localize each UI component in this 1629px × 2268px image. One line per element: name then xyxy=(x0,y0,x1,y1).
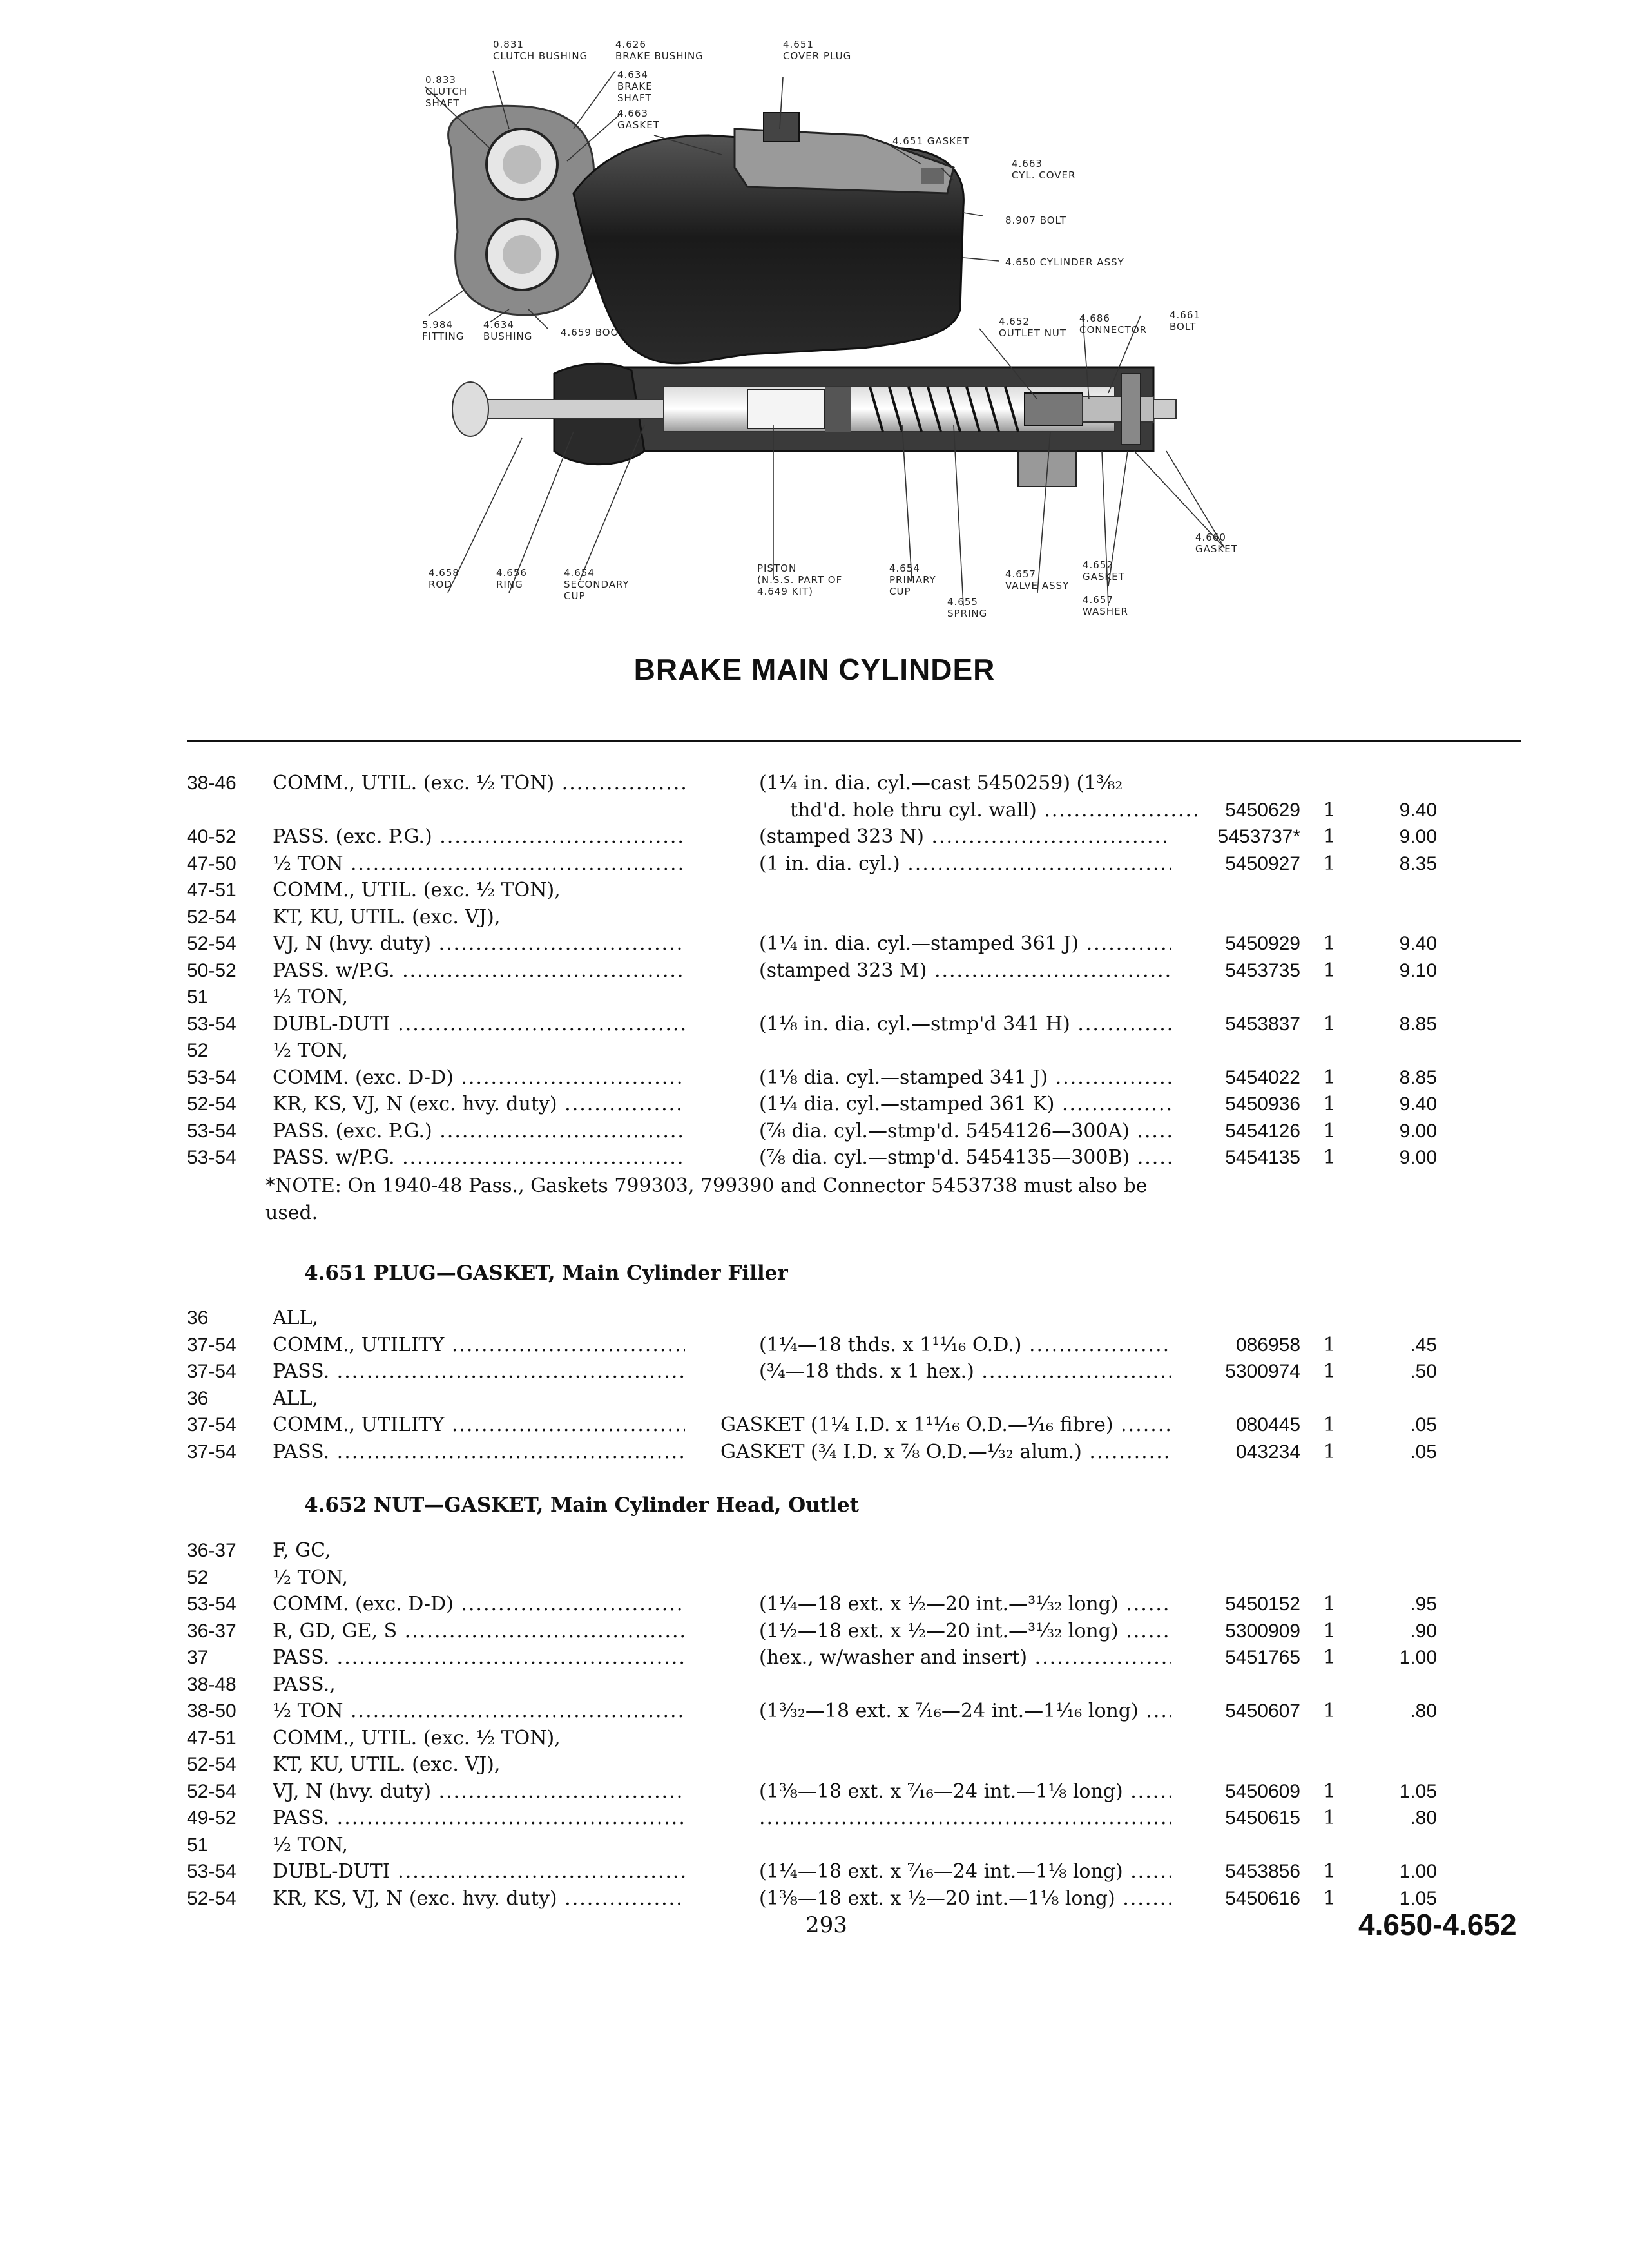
price: 9.10 xyxy=(1399,959,1437,981)
part-description: (stamped 323 M) ..... xyxy=(759,957,1171,985)
year-range: 51 xyxy=(187,1834,209,1856)
callout-4663-cover: 4.663 CYL. COVER xyxy=(1012,158,1076,181)
quantity: 1 xyxy=(1323,932,1336,955)
parts-row xyxy=(0,850,1629,878)
parts-row xyxy=(0,1439,1629,1466)
part-number: 5450616 xyxy=(1225,1887,1300,1909)
model-name: PASS. ..... xyxy=(273,1358,685,1385)
parts-row xyxy=(0,1305,1629,1332)
part-number: 5454135 xyxy=(1225,1147,1300,1168)
quantity: 1 xyxy=(1323,798,1336,822)
part-number: 5450629 xyxy=(1225,799,1300,821)
price: 8.35 xyxy=(1399,852,1437,874)
parts-row xyxy=(0,1618,1629,1645)
callout-4686: 4.686 CONNECTOR xyxy=(1079,312,1148,336)
model-name: ½ TON, xyxy=(273,1833,349,1856)
model-name: ½ TON, xyxy=(273,986,349,1008)
price: 9.40 xyxy=(1399,1093,1437,1115)
model-name: R, GD, GE, S ..... xyxy=(273,1618,685,1645)
part-number: 5450152 xyxy=(1225,1593,1300,1615)
callout-4652-gasket: 4.652 GASKET xyxy=(1083,559,1125,582)
part-description: (⅞ dia. cyl.—stmp'd. 5454135—300B) ..... xyxy=(759,1144,1171,1171)
part-number: 5450609 xyxy=(1225,1780,1300,1802)
model-name: PASS. ..... xyxy=(273,1439,685,1466)
page-reference: 4.650-4.652 xyxy=(1358,1908,1517,1941)
price: 1.05 xyxy=(1399,1887,1437,1909)
parts-row xyxy=(0,797,1629,824)
quantity: 1 xyxy=(1323,825,1336,848)
brake-main-cylinder-illustration xyxy=(361,39,1302,644)
model-name: PASS. w/P.G. ..... xyxy=(273,957,685,985)
year-range: 49-52 xyxy=(187,1807,236,1829)
year-range: 53-54 xyxy=(187,1861,236,1882)
model-name: COMM., UTIL. (exc. ½ TON), xyxy=(273,1726,561,1749)
price: .90 xyxy=(1410,1620,1437,1642)
model-name: COMM., UTILITY ..... xyxy=(273,1412,685,1439)
part-description: (1¼—18 ext. x ½—20 int.—³¹⁄₃₂ long) ..... xyxy=(759,1591,1171,1618)
section-divider xyxy=(187,740,1521,742)
callout-4659-boot: 4.659 BOOT xyxy=(561,327,626,338)
parts-row xyxy=(0,1064,1629,1091)
figure-title: BRAKE MAIN CYLINDER xyxy=(633,653,996,686)
model-name: PASS. ..... xyxy=(273,1805,685,1832)
part-description: GASKET (1¼ I.D. x 1¹¹⁄₁₆ O.D.—¹⁄₁₆ fibre) ..... xyxy=(720,1412,1171,1439)
year-range: 40-52 xyxy=(187,826,236,847)
model-name: COMM., UTILITY ..... xyxy=(273,1332,685,1359)
part-number: 5453837 xyxy=(1225,1013,1300,1035)
year-range: 52-54 xyxy=(187,906,236,928)
part-description: (hex., w/washer and insert) ..... xyxy=(759,1644,1171,1671)
part-description: thd'd. hole thru cyl. wall) ..... xyxy=(759,797,1202,824)
year-range: 52-54 xyxy=(187,1887,236,1909)
year-range: 37-54 xyxy=(187,1441,236,1463)
year-range: 52-54 xyxy=(187,933,236,954)
model-name: COMM., UTIL. (exc. ½ TON) ..... xyxy=(273,770,685,797)
callout-4651-gasket: 4.651 GASKET xyxy=(892,135,970,147)
part-number: 086958 xyxy=(1235,1334,1300,1356)
callout-4654-primary: 4.654 PRIMARY CUP xyxy=(889,562,936,597)
main-cylinder-table xyxy=(0,770,1629,1171)
parts-row xyxy=(0,1144,1629,1171)
parts-row xyxy=(0,1698,1629,1725)
price: .05 xyxy=(1410,1414,1437,1436)
part-description: (1¼—18 thds. x 1¹¹⁄₁₆ O.D.) ..... xyxy=(759,1332,1171,1359)
model-name: PASS. (exc. P.G.) ..... xyxy=(273,1118,685,1145)
quantity: 1 xyxy=(1323,1887,1336,1910)
model-name: VJ, N (hvy. duty) ..... xyxy=(273,1778,685,1805)
quantity: 1 xyxy=(1323,1619,1336,1642)
part-number: 5453856 xyxy=(1225,1861,1300,1882)
callout-4634-shaft: 4.634 BRAKE SHAFT xyxy=(617,69,653,104)
callout-5984: 5.984 FITTING xyxy=(422,319,465,342)
year-range: 52 xyxy=(187,1040,209,1061)
part-description: (stamped 323 N) ..... xyxy=(759,823,1171,850)
model-name: VJ, N (hvy. duty) ..... xyxy=(273,930,685,957)
year-range: 37-54 xyxy=(187,1361,236,1382)
part-description: (1½—18 ext. x ½—20 int.—³¹⁄₃₂ long) ..... xyxy=(759,1618,1171,1645)
part-description: (¾—18 thds. x 1 hex.) ..... xyxy=(759,1358,1171,1385)
quantity: 1 xyxy=(1323,1333,1336,1356)
callout-4652-nut: 4.652 OUTLET NUT xyxy=(999,316,1067,339)
parts-row xyxy=(0,1644,1629,1671)
price: .05 xyxy=(1410,1441,1437,1463)
model-name: DUBL-DUTI ..... xyxy=(273,1858,685,1885)
parts-row xyxy=(0,1385,1629,1412)
parts-row xyxy=(0,1805,1629,1832)
model-name: ½ TON, xyxy=(273,1039,349,1062)
part-description: (1³⁄₃₂—18 ext. x ⁷⁄₁₆—24 int.—1¹⁄₁₆ long) ..... xyxy=(759,1698,1171,1725)
parts-row xyxy=(0,1725,1629,1752)
model-name: PASS. w/P.G. ..... xyxy=(273,1144,685,1171)
year-range: 51 xyxy=(187,986,209,1008)
callout-4658: 4.658 ROD xyxy=(429,567,459,590)
year-range: 37 xyxy=(187,1647,209,1668)
callout-4650-cylinder: 4.650 CYLINDER ASSY xyxy=(1005,256,1124,268)
year-range: 36-37 xyxy=(187,1620,236,1642)
callout-0833: 0.833 CLUTCH SHAFT xyxy=(425,74,468,109)
year-range: 36 xyxy=(187,1387,209,1409)
parts-row xyxy=(0,770,1629,797)
part-description: GASKET (¾ I.D. x ⅞ O.D.—¹⁄₃₂ alum.) ..... xyxy=(720,1439,1171,1466)
price: .50 xyxy=(1410,1361,1437,1382)
model-name: KR, KS, VJ, N (exc. hvy. duty) ..... xyxy=(273,1885,685,1912)
parts-row xyxy=(0,904,1629,931)
nut-gasket-table xyxy=(0,1537,1629,1912)
price: .80 xyxy=(1410,1807,1437,1829)
part-description: (1¼ dia. cyl.—stamped 361 K) ..... xyxy=(759,1091,1171,1118)
year-range: 52-54 xyxy=(187,1754,236,1775)
part-number: 5450936 xyxy=(1225,1093,1300,1115)
model-name: ½ TON ..... xyxy=(273,1698,685,1725)
callout-4651-plug: 4.651 COVER PLUG xyxy=(783,39,852,62)
callout-4661: 4.661 BOLT xyxy=(1170,309,1200,332)
model-name: PASS., xyxy=(273,1673,336,1696)
part-number: 5300974 xyxy=(1225,1361,1300,1382)
quantity: 1 xyxy=(1323,1360,1336,1383)
year-range: 36 xyxy=(187,1307,209,1329)
quantity: 1 xyxy=(1323,1807,1336,1829)
model-name: PASS. (exc. P.G.) ..... xyxy=(273,823,685,850)
part-number: 5453735 xyxy=(1225,959,1300,981)
price: 8.85 xyxy=(1399,1066,1437,1088)
year-range: 52-54 xyxy=(187,1093,236,1115)
part-number: 5450929 xyxy=(1225,933,1300,954)
parts-row xyxy=(0,1858,1629,1885)
price: 1.00 xyxy=(1399,1647,1437,1668)
year-range: 36-37 xyxy=(187,1540,236,1561)
parts-row xyxy=(0,1537,1629,1564)
parts-row xyxy=(0,957,1629,985)
year-range: 47-51 xyxy=(187,879,236,901)
model-name: ALL, xyxy=(273,1307,319,1329)
part-description: (1¼—18 ext. x ⁷⁄₁₆—24 int.—1⅛ long) ..... xyxy=(759,1858,1171,1885)
footnote: *NOTE: On 1940-48 Pass., Gaskets 799303, 799390 and Connector 5453738 must also be used. xyxy=(265,1175,1148,1224)
price: 9.00 xyxy=(1399,1120,1437,1142)
section-title-4651: 4.651 PLUG—GASKET, Main Cylinder Filler xyxy=(304,1262,788,1285)
parts-row xyxy=(0,1412,1629,1439)
part-description: (1¼ in. dia. cyl.—cast 5450259) (1⅜₂ xyxy=(759,772,1123,794)
callout-4655: 4.655 SPRING xyxy=(947,596,988,619)
part-description: (1¼ in. dia. cyl.—stamped 361 J) ..... xyxy=(759,930,1171,957)
price: 1.00 xyxy=(1399,1861,1437,1882)
part-description: (1⅜—18 ext. x ⁷⁄₁₆—24 int.—1⅛ long) ..... xyxy=(759,1778,1171,1805)
part-number: 5453737* xyxy=(1217,826,1300,847)
quantity: 1 xyxy=(1323,1646,1336,1669)
quantity: 1 xyxy=(1323,1146,1336,1169)
callout-4657-valve: 4.657 VALVE ASSY xyxy=(1005,568,1070,591)
year-range: 53-54 xyxy=(187,1147,236,1168)
model-name: PASS. ..... xyxy=(273,1644,685,1671)
parts-row xyxy=(0,1037,1629,1064)
callout-4634-bushing: 4.634 BUSHING xyxy=(483,319,533,342)
part-number: 5300909 xyxy=(1225,1620,1300,1642)
part-number: 5454022 xyxy=(1225,1066,1300,1088)
parts-row xyxy=(0,1118,1629,1145)
price: 9.40 xyxy=(1399,799,1437,821)
price: 8.85 xyxy=(1399,1013,1437,1035)
parts-row xyxy=(0,1778,1629,1805)
callout-4626: 4.626 BRAKE BUSHING xyxy=(615,39,704,62)
plug-gasket-table xyxy=(0,1305,1629,1465)
year-range: 38-46 xyxy=(187,773,236,794)
parts-row xyxy=(0,984,1629,1011)
callout-8907-bolt: 8.907 BOLT xyxy=(1005,215,1066,226)
model-name: COMM. (exc. D-D) ..... xyxy=(273,1591,685,1618)
callout-4654-secondary: 4.654 SECONDARY CUP xyxy=(564,567,630,602)
callout-4663-gasket: 4.663 GASKET xyxy=(617,108,660,131)
callout-4656: 4.656 RING xyxy=(496,567,527,590)
part-number: 5450927 xyxy=(1225,852,1300,874)
callout-piston: PISTON (N.S.S. PART OF 4.649 KIT) xyxy=(757,562,843,597)
part-description: (1⅜—18 ext. x ½—20 int.—1⅛ long) ..... xyxy=(759,1885,1171,1912)
quantity: 1 xyxy=(1323,959,1336,982)
parts-row xyxy=(0,1832,1629,1859)
section-title-4652: 4.652 NUT—GASKET, Main Cylinder Head, Outlet xyxy=(304,1494,859,1517)
part-description: (1⅛ in. dia. cyl.—stmp'd 341 H) ..... xyxy=(759,1011,1171,1038)
parts-row xyxy=(0,1751,1629,1778)
callout-4660: 4.660 GASKET xyxy=(1195,532,1238,555)
part-number: 5450615 xyxy=(1225,1807,1300,1829)
year-range: 53-54 xyxy=(187,1593,236,1615)
model-name: COMM., UTIL. (exc. ½ TON), xyxy=(273,879,561,901)
parts-row xyxy=(0,823,1629,850)
parts-row xyxy=(0,1332,1629,1359)
model-name: ALL, xyxy=(273,1387,319,1410)
parts-row xyxy=(0,1091,1629,1118)
model-name: KT, KU, UTIL. (exc. VJ), xyxy=(273,905,501,928)
price: .95 xyxy=(1410,1593,1437,1615)
quantity: 1 xyxy=(1323,1700,1336,1722)
part-description: (⅞ dia. cyl.—stmp'd. 5454126—300A) ..... xyxy=(759,1118,1171,1145)
model-name: COMM. (exc. D-D) ..... xyxy=(273,1064,685,1091)
part-description: (1 in. dia. cyl.) ..... xyxy=(759,850,1171,878)
parts-row xyxy=(0,1564,1629,1591)
parts-row xyxy=(0,1011,1629,1038)
part-number: 5450607 xyxy=(1225,1700,1300,1722)
year-range: 52-54 xyxy=(187,1780,236,1802)
parts-row xyxy=(0,877,1629,904)
model-name: KR, KS, VJ, N (exc. hvy. duty) ..... xyxy=(273,1091,685,1118)
model-name: F, GC, xyxy=(273,1539,331,1562)
model-name: ½ TON, xyxy=(273,1566,349,1589)
year-range: 53-54 xyxy=(187,1120,236,1142)
year-range: 37-54 xyxy=(187,1334,236,1356)
year-range: 52 xyxy=(187,1566,209,1588)
price: 9.40 xyxy=(1399,933,1437,954)
parts-row xyxy=(0,1671,1629,1698)
year-range: 53-54 xyxy=(187,1013,236,1035)
part-number: 043234 xyxy=(1235,1441,1300,1463)
page-number: 293 xyxy=(805,1912,847,1938)
quantity: 1 xyxy=(1323,1012,1336,1035)
part-number: 080445 xyxy=(1235,1414,1300,1436)
model-name: ½ TON ..... xyxy=(273,850,685,878)
quantity: 1 xyxy=(1323,1093,1336,1115)
price: 9.00 xyxy=(1399,1147,1437,1168)
model-name: DUBL-DUTI ..... xyxy=(273,1011,685,1038)
quantity: 1 xyxy=(1323,1066,1336,1089)
quantity: 1 xyxy=(1323,1119,1336,1142)
part-number: 5454126 xyxy=(1225,1120,1300,1142)
price: 9.00 xyxy=(1399,826,1437,847)
parts-row xyxy=(0,1591,1629,1618)
parts-row xyxy=(0,1358,1629,1385)
part-number: 5451765 xyxy=(1225,1647,1300,1668)
quantity: 1 xyxy=(1323,1414,1336,1436)
callout-0831: 0.831 CLUTCH BUSHING xyxy=(493,39,588,62)
price: .45 xyxy=(1410,1334,1437,1356)
parts-row xyxy=(0,930,1629,957)
quantity: 1 xyxy=(1323,1780,1336,1803)
quantity: 1 xyxy=(1323,1860,1336,1883)
quantity: 1 xyxy=(1323,1440,1336,1463)
quantity: 1 xyxy=(1323,852,1336,875)
callout-4657-washer: 4.657 WASHER xyxy=(1083,594,1128,617)
model-name: KT, KU, UTIL. (exc. VJ), xyxy=(273,1753,501,1776)
part-description xyxy=(759,1805,1171,1832)
year-range: 38-48 xyxy=(187,1673,236,1695)
quantity: 1 xyxy=(1323,1593,1336,1615)
price: .80 xyxy=(1410,1700,1437,1722)
year-range: 50-52 xyxy=(187,959,236,981)
year-range: 38-50 xyxy=(187,1700,236,1722)
year-range: 47-50 xyxy=(187,852,236,874)
price: 1.05 xyxy=(1399,1780,1437,1802)
year-range: 37-54 xyxy=(187,1414,236,1436)
part-description: (1⅛ dia. cyl.—stamped 341 J) ..... xyxy=(759,1064,1171,1091)
year-range: 47-51 xyxy=(187,1727,236,1749)
year-range: 53-54 xyxy=(187,1066,236,1088)
